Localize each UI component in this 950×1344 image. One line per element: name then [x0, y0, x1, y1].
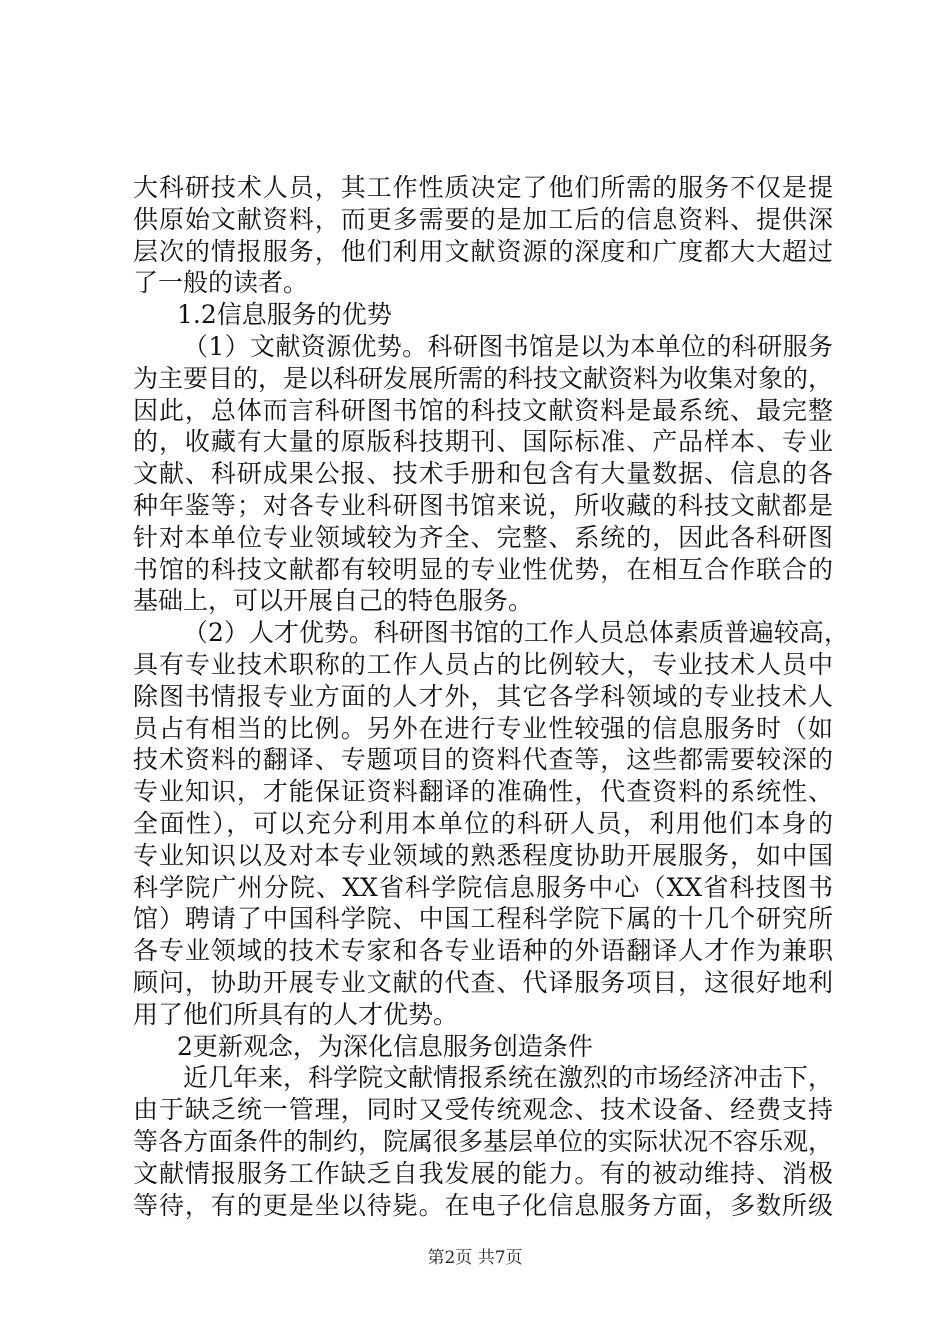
- text-line: 大科研技术人员，其工作性质决定了他们所需的服务不仅是提: [133, 173, 833, 202]
- text-line: 除图书情报专业方面的人才外，其它各学科领域的专业技术人: [133, 681, 833, 711]
- page-number-footer: 第2页 共7页: [427, 1248, 523, 1268]
- paragraph-start: 近几年来，科学院文献情报系统在激烈的市场经济冲击下，: [183, 1063, 834, 1093]
- paragraph-start: （1）文献资源优势。科研图书馆是以为本单位的科研服务: [183, 331, 833, 361]
- text-line: 馆）聘请了中国科学院、中国工程科学院下属的十几个研究所: [133, 904, 833, 934]
- text-line: 各专业领域的技术专家和各专业语种的外语翻译人才作为兼职: [133, 936, 833, 966]
- text-line: 由于缺乏统一管理，同时又受传统观念、技术设备、经费支持: [133, 1095, 833, 1125]
- text-line: 等各方面条件的制约，院属很多基层单位的实际状况不容乐观，: [133, 1126, 834, 1156]
- text-line: 专业知识，才能保证资料翻译的准确性，代查资料的系统性、: [133, 777, 833, 807]
- section-heading: 1.2信息服务的优势: [177, 300, 392, 330]
- text-line: 种年鉴等；对各专业科研图书馆来说，所收藏的科技文献都是: [133, 490, 833, 520]
- text-line: 针对本单位专业领域较为齐全、完整、系统的，因此各科研图: [133, 522, 833, 552]
- text-line: 的，收藏有大量的原版科技期刊、国际标准、产品样本、专业: [133, 427, 833, 457]
- text-line: 专业知识以及对本专业领域的熟悉程度协助开展服务，如中国: [133, 840, 833, 870]
- text-line: 等待，有的更是坐以待毙。在电子化信息服务方面，多数所级: [133, 1190, 833, 1220]
- text-line: 基础上，可以开展自己的特色服务。: [133, 586, 534, 616]
- text-line: 为主要目的，是以科研发展所需的科技文献资料为收集对象的，: [133, 363, 834, 393]
- body-text: [133, 172, 849, 1221]
- text-line: 文献情报服务工作缺乏自我发展的能力。有的被动维持、消极: [133, 1158, 833, 1188]
- text-line: 供原始文献资料，而更多需要的是加工后的信息资料、提供深: [133, 204, 833, 234]
- text-line: 用了他们所具有的人才优势。: [133, 999, 459, 1029]
- text-line: 因此，总体而言科研图书馆的科技文献资料是最系统、最完整: [133, 395, 833, 425]
- text-line: 员占有相当的比例。另外在进行专业性较强的信息服务时（如: [133, 713, 833, 743]
- text-line: 顾问，协助开展专业文献的代查、代译服务项目，这很好地利: [133, 967, 833, 997]
- text-line: 全面性），可以充分利用本单位的科研人员，利用他们本身的: [133, 808, 833, 838]
- text-line: 具有专业技术职称的工作人员占的比例较大，专业技术人员中: [133, 649, 833, 679]
- text-line: 科学院广州分院、XX省科学院信息服务中心（XX省科技图书: [133, 872, 833, 902]
- text-line: 层次的情报服务，他们利用文献资源的深度和广度都大大超过: [133, 236, 833, 266]
- section-heading: 2更新观念，为深化信息服务创造条件: [177, 1031, 593, 1061]
- text-line: 文献、科研成果公报、技术手册和包含有大量数据、信息的各: [133, 459, 833, 489]
- text-line: 书馆的科技文献都有较明显的专业性优势，在相互合作联合的: [133, 554, 833, 584]
- paragraph-start: （2）人才优势。科研图书馆的工作人员总体素质普遍较高，: [183, 618, 849, 648]
- text-line: 了一般的读者。: [133, 268, 309, 298]
- text-line: 技术资料的翻译、专题项目的资料代查等，这些都需要较深的: [133, 745, 833, 775]
